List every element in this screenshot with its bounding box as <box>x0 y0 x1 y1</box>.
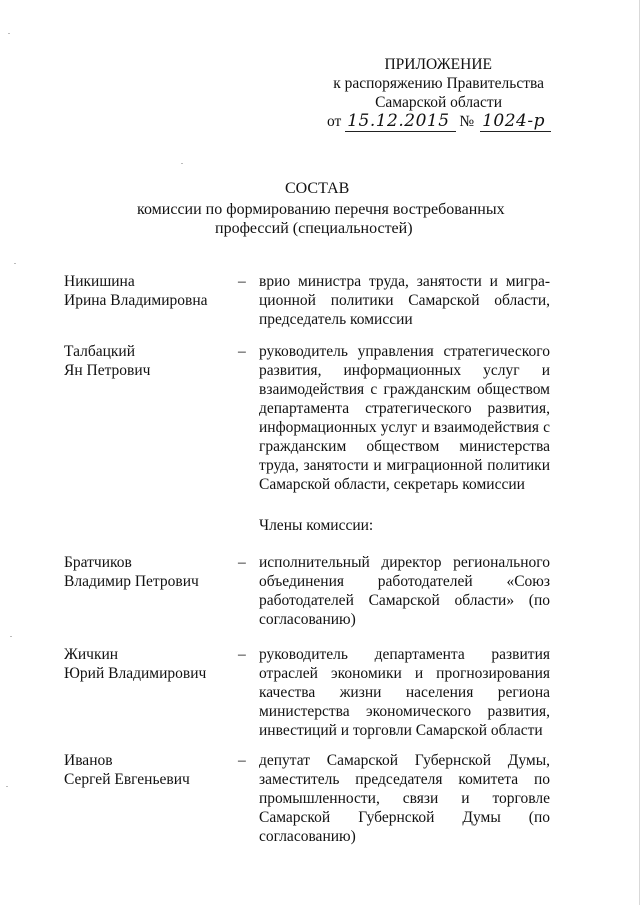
member-name <box>64 342 234 380</box>
heading-line-1: комиссии по формированию перечня востребованных <box>137 201 505 218</box>
from-label: от <box>327 113 342 130</box>
member-given-names: Юрий Владимирович <box>64 665 207 682</box>
scan-speck <box>14 263 16 264</box>
dash: – <box>238 646 246 663</box>
member-description: врио министра труда, занятости и мигра-ционной политики Самарской области, председатель комиссии <box>259 273 550 328</box>
member-surname: Никишина <box>64 273 135 290</box>
member-name <box>64 751 234 789</box>
appendix-date-number <box>327 112 551 132</box>
scan-speck <box>181 163 183 164</box>
appendix-line-2: Самарской области <box>375 94 502 111</box>
member-surname: Братчиков <box>64 554 132 571</box>
heading-line-2: профессий (специальностей) <box>215 220 413 237</box>
handwritten-number: 1024-р <box>480 112 551 132</box>
member-surname: Иванов <box>64 752 113 769</box>
member-description: руководитель департамента развития отраслей экономики и прогнозирования качества жизни населения региона министерства экономического развития, инвестиций и торговли Самарской области <box>259 646 550 739</box>
member-description: руководитель управления стратегического развития, информационных услуг и взаимодействия с гражданским обществом департамента стратегического развития, информационных услуг и взаимодействия с гражданским обществом министерства труда, занятости и миграционной политики Самарской области, секретарь комиссии <box>259 343 550 493</box>
dash: – <box>238 554 246 571</box>
member-description: исполнительный директор регионального объединения работодателей «Союз работодателей Самарской области» (по согласованию) <box>259 554 550 628</box>
members-heading: Члены комиссии: <box>259 517 374 534</box>
member-surname: Жичкин <box>64 646 119 663</box>
member-given-names: Ирина Владимировна <box>64 292 208 309</box>
member-surname: Талбацкий <box>64 343 136 360</box>
member-name <box>64 272 234 310</box>
member-given-names: Сергей Евгеньевич <box>64 771 190 788</box>
appendix-title: ПРИЛОЖЕНИЕ <box>384 56 492 73</box>
handwritten-date: 15.12.2015 <box>345 112 455 132</box>
scan-speck <box>6 786 8 787</box>
member-name <box>64 645 234 683</box>
dash: – <box>238 752 246 769</box>
dash: – <box>238 273 246 290</box>
member-given-names: Ян Петрович <box>64 362 151 379</box>
scan-speck <box>10 636 12 637</box>
heading-title: СОСТАВ <box>285 180 350 197</box>
member-given-names: Владимир Петрович <box>64 573 199 590</box>
appendix-line-1: к распоряжению Правительства <box>333 75 544 92</box>
scan-speck <box>8 33 10 34</box>
member-description: депутат Самарской Губернской Думы, заместитель председателя комитета по промышленности, связи и торговле Самарской Губернской Думы (по согласованию) <box>259 752 550 845</box>
member-name <box>64 553 234 591</box>
number-label: № <box>459 113 475 130</box>
dash: – <box>238 343 246 360</box>
